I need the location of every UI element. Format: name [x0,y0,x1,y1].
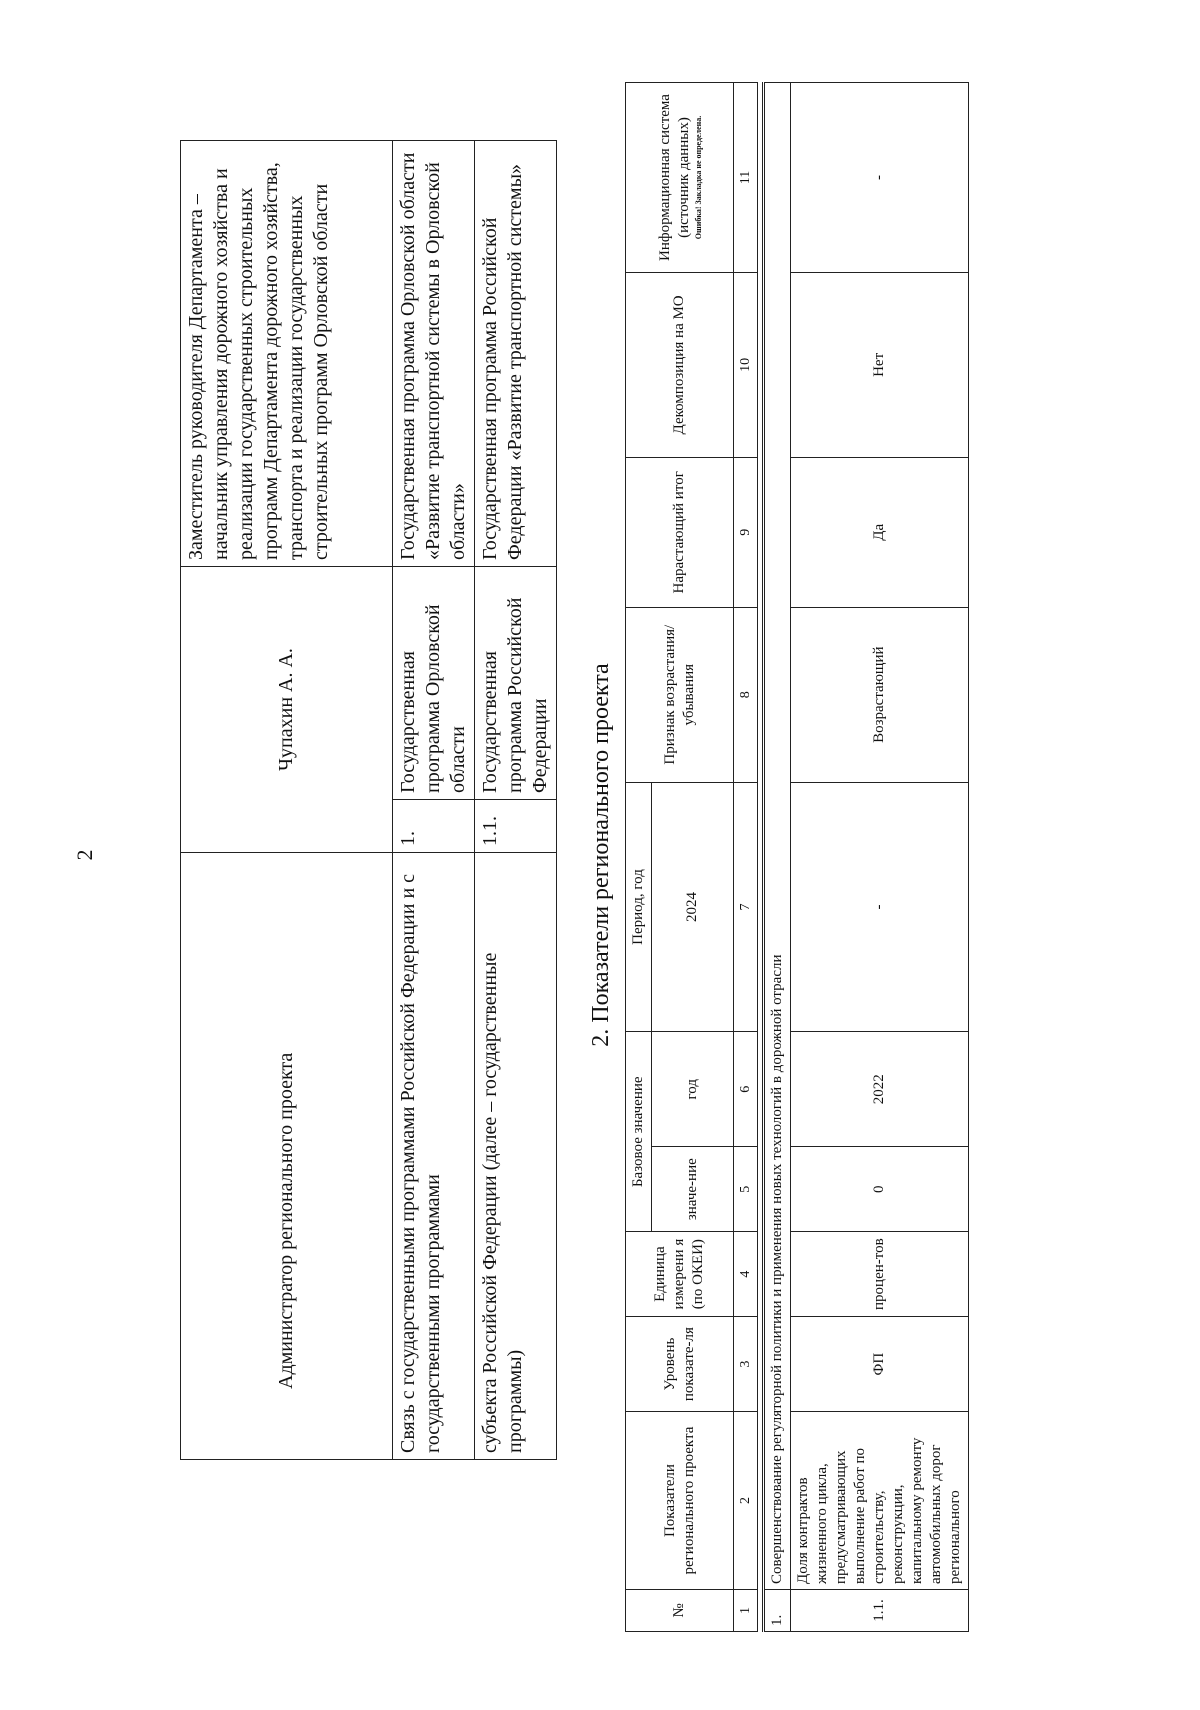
admin-label: Администратор регионального проекта [181,853,393,1460]
program-short-1: Государственная программа Орловской области [393,567,475,800]
admin-name: Чупахин А. А. [181,567,393,853]
column-numbers-row [734,83,758,1632]
project-info-table [180,140,557,1460]
col-period-2024-header: 2024 [652,782,734,1032]
col-base-header: Базовое значение [626,1032,652,1232]
admin-row [181,141,393,1460]
column-number: 7 [734,782,758,1032]
row-base-value: 0 [791,1147,969,1232]
column-number: 6 [734,1032,758,1147]
col-num-header: № [626,1590,734,1632]
link-label-2: субъекта Российской Федерации (далее – государственные программы) [475,853,557,1460]
row-indicator: Доля контрактов жизненного цикла, предусматривающих выполнение работ по строительству, реконструкции, капитальному ремонту автомобильных дорог регионального [791,1412,969,1590]
info-system-label: Информационная система (источник данных) [657,94,692,261]
column-number: 4 [734,1232,758,1317]
link-label-1: Связь с государственными программами Российской Федерации и с государственными программами [393,853,475,1460]
column-number: 8 [734,607,758,782]
col-unit-header: Единица измерени я (по ОКЕИ) [626,1232,734,1317]
col-period-header: Период, год [626,782,652,1032]
col-level-header: Уровень показате-ля [626,1317,734,1412]
col-info-system-header [626,83,734,273]
col-indicator-header: Показатели регионального проекта [626,1412,734,1590]
column-number: 5 [734,1147,758,1232]
program-num-2: 1.1. [475,800,557,853]
section-title: 2. Показатели регионального проекта [588,663,614,1047]
col-base-value-header: значе-ние [652,1147,734,1232]
program-short-2: Государственная программа Российской Федерации [475,567,557,800]
program-full-1: Государственная программа Орловской области «Развитие транспортной системы в Орловской области» [393,141,475,567]
col-sign-header: Признак возрастания/ убывания [626,607,734,782]
row-cumulative: Да [791,457,969,607]
row-period-2024: - [791,782,969,1032]
row-info-system: - [791,83,969,273]
column-number: 2 [734,1412,758,1590]
row-level: ФП [791,1317,969,1412]
page-number: 2 [72,849,97,861]
col-decomposition-header: Декомпозиция на МО [626,272,734,457]
column-number: 1 [734,1590,758,1632]
program-row-1 [393,141,475,1460]
row-sign: Возрастающий [791,607,969,782]
info-system-note: Ошибка! Закладка не определена. [694,115,703,240]
row-base-year: 2022 [791,1032,969,1147]
program-num-1: 1. [393,800,475,853]
row-num: 1.1. [791,1590,969,1632]
admin-position: Заместитель руководителя Департамента – начальник управления дорожного хозяйства и реализации государственных строительных программ Департамента дорожного хозяйства, транспорта и реализации государственных строительных программ Орловской области [181,141,393,567]
section-row [764,83,791,1632]
row-unit: процен-тов [791,1232,969,1317]
row-decomposition: Нет [791,272,969,457]
section-num: 1. [764,1590,791,1632]
col-cumulative-header: Нарастающий итог [626,457,734,607]
indicators-table [625,82,969,1632]
program-row-2 [475,141,557,1460]
program-full-2: Государственная программа Российской Федерации «Развитие транспортной системы» [475,141,557,567]
column-number: 10 [734,272,758,457]
column-number: 9 [734,457,758,607]
column-number: 3 [734,1317,758,1412]
col-base-year-header: год [652,1032,734,1147]
column-number: 11 [734,83,758,273]
section-text: Совершенствование регуляторной политики и применения новых технологий в дорожной отрасли [764,83,791,1590]
header-row-1 [626,83,652,1632]
table-row [791,83,969,1632]
